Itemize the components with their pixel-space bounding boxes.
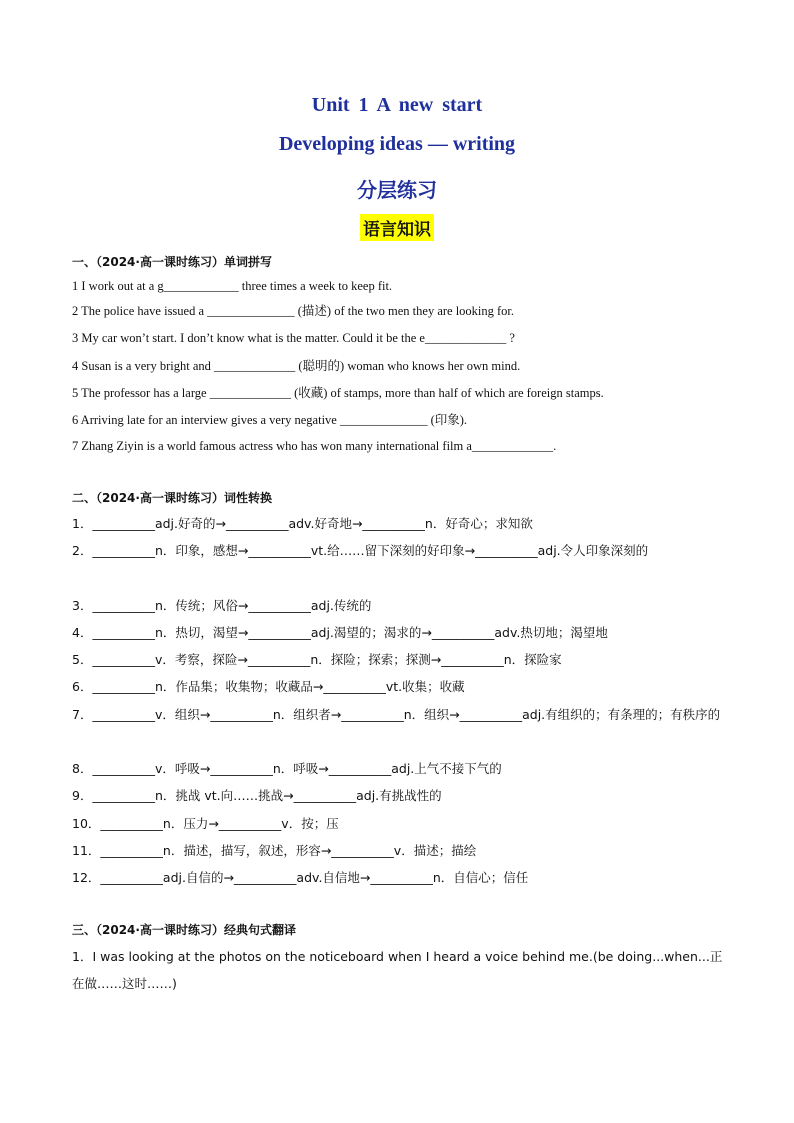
- spelling-item: 4 Susan is a very bright and _____________ (聪明的) woman who knows her own mind.: [72, 359, 521, 373]
- unit-title: Unit 1 A new start: [311, 94, 483, 116]
- practice-title: 分层练习: [357, 178, 437, 202]
- word-form-item: 3．__________n．传统；风俗→__________adj.传统的: [72, 598, 372, 613]
- section-heading-word-forms: 二、（2024·高一课时练习）词性转换: [72, 491, 272, 505]
- spelling-item: 2 The police have issued a ______________ (描述) of the two men they are looking for.: [72, 304, 515, 318]
- word-form-item: 10．__________n．压力→__________v．按；压: [72, 816, 339, 831]
- word-form-item: 8．__________v．呼吸→__________n．呼吸→__________adj.上气不接下气的: [72, 761, 502, 776]
- word-form-item: 11．__________n．描述，描写，叙述，形容→__________v．描述；描绘: [72, 843, 477, 858]
- section-heading-spelling: 一、（2024·高一课时练习）单词拼写: [72, 255, 272, 269]
- word-form-item: 6．__________n．作品集；收集物；收藏品→__________vt.收集；收藏: [72, 679, 465, 694]
- lesson-subtitle: Developing ideas — writing: [278, 133, 516, 155]
- spelling-item: 3 My car won’t start. I don’t know what is the matter. Could it be the e_____________ ?: [72, 331, 515, 345]
- word-form-item: 12．__________adj.自信的→__________adv.自信地→__________n．自信心；信任: [72, 870, 529, 885]
- translation-item: 1．I was looking at the photos on the noticeboard when I heard a voice behind me.(be doing...when...正在做……这时……): [72, 949, 723, 991]
- word-form-item: 4．__________n．热切，渴望→__________adj.渴望的；渴求的→__________adv.热切地；渴望地: [72, 625, 608, 640]
- spelling-item: 7 Zhang Ziyin is a world famous actress who has won many international film a_____________.: [72, 439, 557, 453]
- word-form-item: 9．__________n．挑战 vt.向……挑战→__________adj.有挑战性的: [72, 788, 442, 803]
- spelling-item: 5 The professor has a large _____________ (收藏) of stamps, more than half of which are foreign stamps.: [72, 386, 604, 400]
- language-knowledge-badge: 语言知识: [360, 214, 434, 241]
- word-form-item: 1．__________adj.好奇的→__________adv.好奇地→__________n．好奇心；求知欲: [72, 516, 533, 531]
- word-form-item: 7．__________v．组织→__________n．组织者→__________n．组织→__________adj.有组织的；有条理的；有秩序的: [72, 707, 721, 722]
- word-form-item: 5．__________v．考察，探险→__________n．探险；探索；探测→__________n．探险家: [72, 652, 562, 667]
- section-heading-translation: 三、（2024·高一课时练习）经典句式翻译: [72, 923, 296, 937]
- word-form-item: 2．__________n．印象，感想→__________vt.给……留下深刻的好印象→__________adj.令人印象深刻的: [72, 543, 649, 558]
- spelling-item: 6 Arriving late for an interview gives a very negative ______________ (印象).: [72, 413, 468, 427]
- spelling-item: 1 I work out at a g____________ three times a week to keep fit.: [72, 279, 393, 293]
